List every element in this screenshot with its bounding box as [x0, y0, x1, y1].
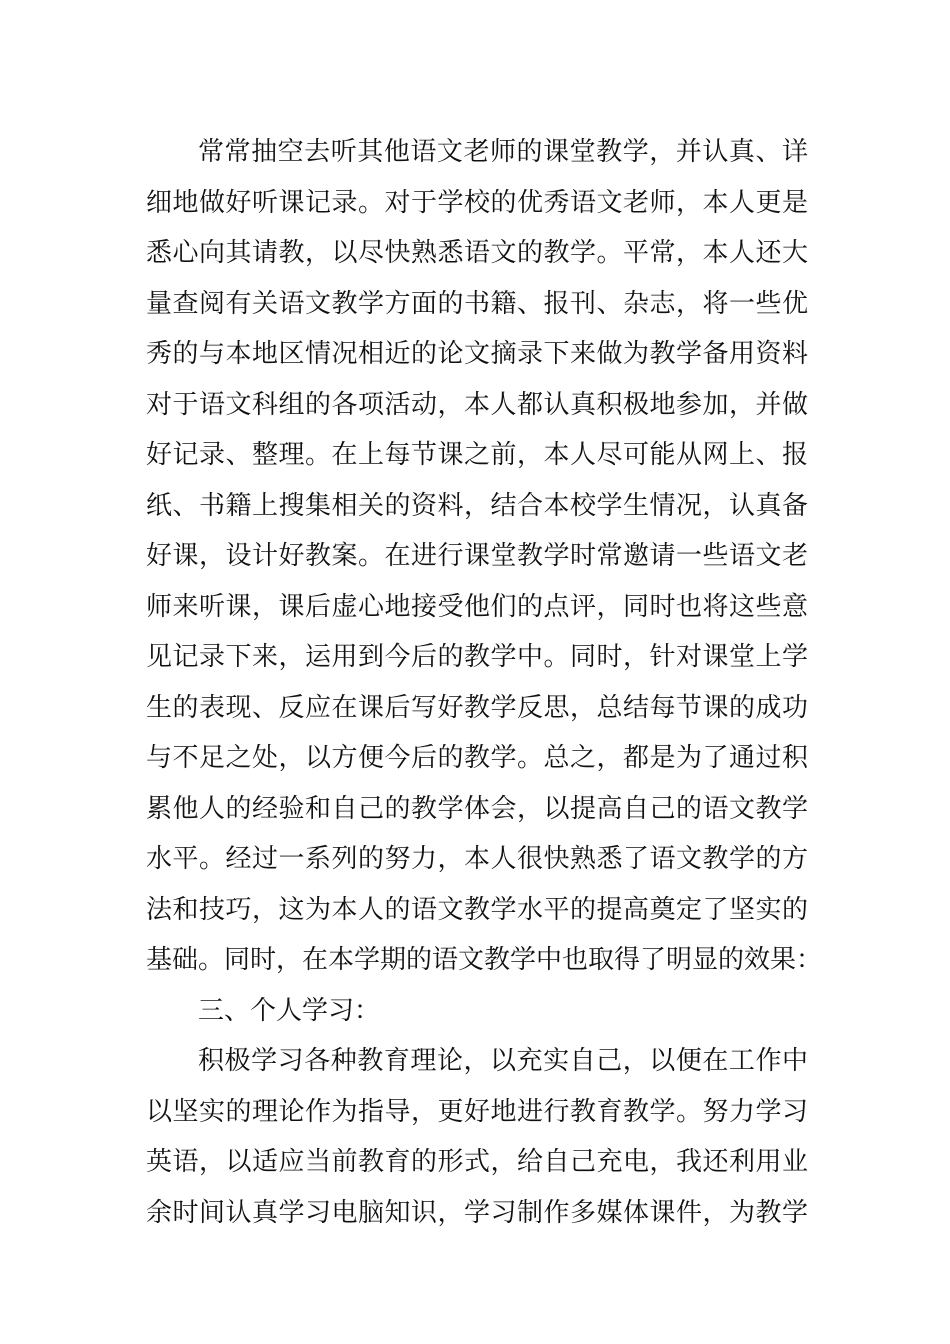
text-line: 生的表现、反应在课后写好教学反思，总结每节课的成功 — [146, 692, 808, 723]
text-line: 师来听课，课后虚心地接受他们的点评，同时也将这些意 — [146, 591, 808, 622]
text-line: 对于语文科组的各项活动，本人都认真积极地参加，并做 — [146, 389, 808, 420]
text-line: 积极学习各种教育理论，以充实自己，以便在工作中 — [198, 1046, 808, 1076]
text-line: 好记录、整理。在上每节课之前，本人尽可能从网上、报 — [146, 440, 808, 470]
text-line: 累他人的经验和自己的教学体会，以提高自己的语文教学 — [146, 793, 808, 824]
text-line: 秀的与本地区情况相近的论文摘录下来做为教学备用资料 — [146, 339, 808, 369]
text-line: 纸、书籍上搜集相关的资料，结合本校学生情况，认真备 — [146, 490, 808, 521]
body-text — [146, 127, 823, 1238]
text-line: 水平。经过一系列的努力，本人很快熟悉了语文教学的方 — [146, 844, 808, 874]
text-line: 好课，设计好教案。在进行课堂教学时常邀请一些语文老 — [146, 541, 808, 571]
text-line: 细地做好听课记录。对于学校的优秀语文老师，本人更是 — [146, 187, 808, 218]
text-line: 量查阅有关语文教学方面的书籍、报刊、杂志，将一些优 — [146, 288, 808, 319]
text-line: 三、个人学习： — [198, 995, 381, 1026]
text-line: 法和技巧，这为本人的语文教学水平的提高奠定了坚实的 — [146, 894, 808, 925]
text-line: 以坚实的理论作为指导，更好地进行教育教学。努力学习 — [146, 1096, 808, 1127]
text-line: 与不足之处，以方便今后的教学。总之，都是为了通过积 — [146, 743, 808, 773]
text-line: 余时间认真学习电脑知识，学习制作多媒体课件，为教学 — [146, 1197, 808, 1228]
text-line: 英语，以适应当前教育的形式，给自己充电，我还利用业 — [146, 1147, 808, 1177]
text-line: 悉心向其请教，以尽快熟悉语文的教学。平常，本人还大 — [146, 238, 808, 268]
text-line: 见记录下来，运用到今后的教学中。同时，针对课堂上学 — [146, 642, 808, 672]
text-line: 常常抽空去听其他语文老师的课堂教学，并认真、详 — [198, 137, 808, 167]
text-line: 基础。同时，在本学期的语文教学中也取得了明显的效果： — [146, 945, 823, 975]
